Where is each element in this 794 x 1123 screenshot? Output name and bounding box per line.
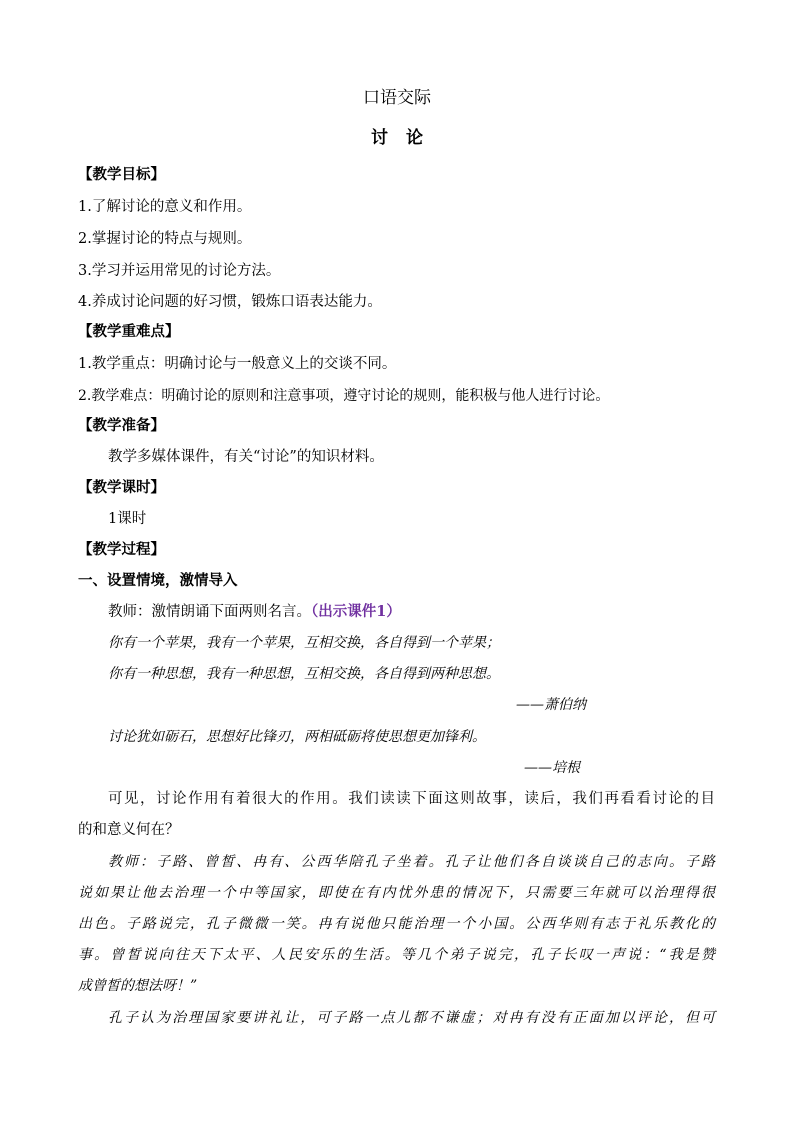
objective-item: 3.学习并运用常见的讨论方法。 — [78, 263, 281, 279]
paragraph-line: 的和意义何在？ — [78, 822, 180, 838]
quote-author: ——萧伯纳 — [516, 697, 586, 713]
key-points-heading: 【教学重难点】 — [78, 323, 180, 340]
objective-item: 1.了解讨论的意义和作用。 — [78, 199, 252, 215]
section-heading: 一、设置情境，激情导入 — [78, 572, 238, 589]
process-heading: 【教学过程】 — [78, 541, 165, 558]
story-line: 说如果让他去治理一个中等国家，即使在有内忧外患的情况下，只需要三年就可以治理得很 — [78, 885, 715, 901]
document-title: 讨论 — [371, 128, 441, 148]
teacher-intro-text: 教师：激情朗诵下面两则名言。 — [108, 604, 311, 620]
paragraph-line: 孔子认为治理国家要讲礼让，可子路一点儿都不谦虚；对冉有没有正面加以评论，但可 — [108, 1010, 715, 1026]
duration-text: 1课时 — [108, 511, 147, 527]
objectives-heading: 【教学目标】 — [78, 166, 165, 183]
preparation-heading: 【教学准备】 — [78, 417, 165, 434]
key-point-item: 1.教学重点：明确讨论与一般意义上的交谈不同。 — [78, 356, 397, 372]
courseware-note: （出示课件1） — [311, 603, 401, 620]
quote-line: 讨论犹如砺石，思想好比锋刃，两相砥砺将使思想更加锋利。 — [108, 729, 486, 745]
preparation-text: 教学多媒体课件，有关“讨论”的知识材料。 — [108, 449, 384, 465]
story-line: 教师：子路、曾皙、冉有、公西华陪孔子坐着。孔子让他们各自谈谈自己的志向。子路 — [108, 854, 715, 870]
objective-item: 2.掌握讨论的特点与规则。 — [78, 231, 252, 247]
story-line: 事。曾皙说向往天下太平、人民安乐的生活。等几个弟子说完，孔子长叹一声说：“我是赞 — [78, 947, 715, 963]
key-point-item: 2.教学难点：明确讨论的原则和注意事项，遵守讨论的规则，能积极与他人进行讨论。 — [78, 388, 610, 404]
quote-author: ——培根 — [524, 760, 580, 776]
objective-item: 4.养成讨论问题的好习惯，锻炼口语表达能力。 — [78, 294, 382, 310]
quote-line: 你有一个苹果，我有一个苹果，互相交换，各自得到一个苹果； — [108, 635, 500, 651]
teacher-intro — [108, 602, 401, 622]
paragraph-line: 可见，讨论作用有着很大的作用。我们读读下面这则故事，读后，我们再看看讨论的目 — [108, 791, 715, 807]
duration-heading: 【教学课时】 — [78, 479, 165, 496]
quote-line: 你有一种思想，我有一种思想，互相交换，各自得到两种思想。 — [108, 666, 500, 682]
story-line: 成曾皙的想法呀！” — [78, 978, 198, 994]
document-subtitle: 口语交际 — [363, 88, 431, 108]
story-line: 出色。子路说完，孔子微微一笑。冉有说他只能治理一个小国。公西华则有志于礼乐教化的 — [78, 916, 715, 932]
